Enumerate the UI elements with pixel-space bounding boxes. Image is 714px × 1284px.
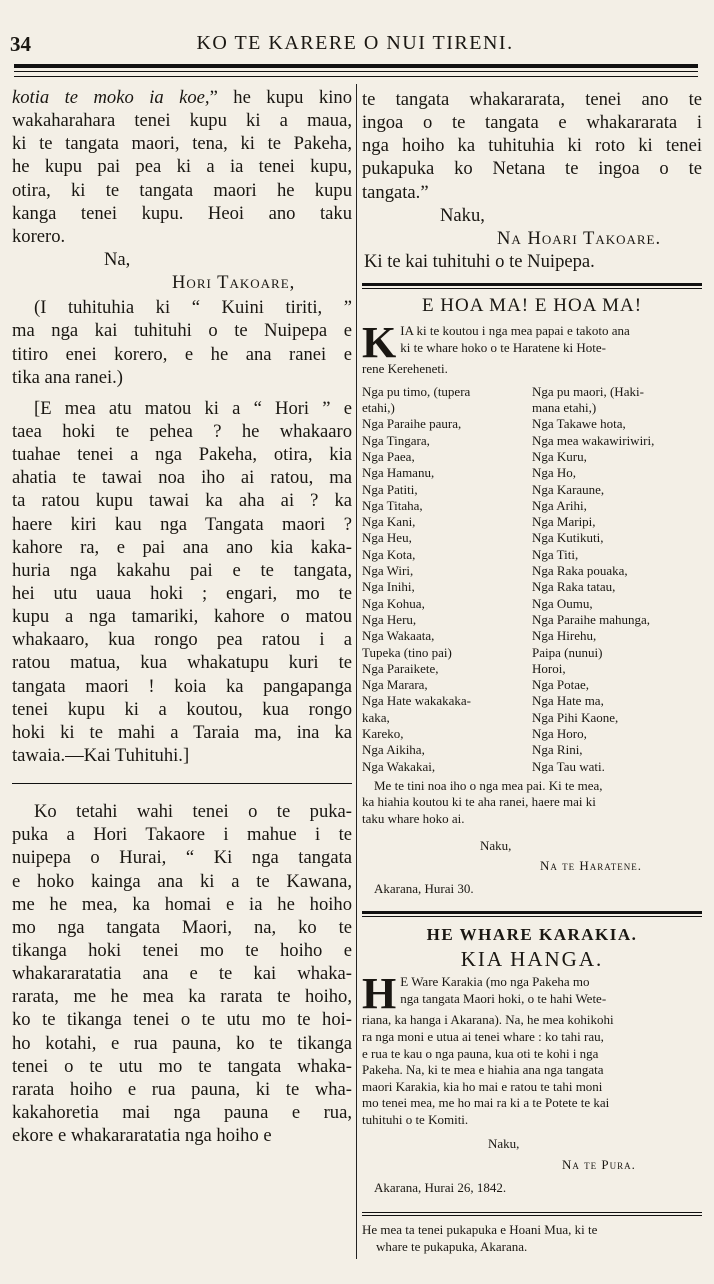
ad2-dateline: Akarana, Hurai 26, 1842. (374, 1179, 507, 1195)
list-item: Tupeka (tino pai) (362, 644, 452, 660)
list-item: Nga Hirehu, (532, 628, 597, 644)
text-line: whakararatatia ana e te kai whaka- (12, 963, 352, 985)
list-item: Nga Kutikuti, (532, 530, 604, 546)
text-line: tangata maori ! koia ka pangapanga (12, 675, 352, 697)
list-item: Nga Patiti, (362, 481, 418, 497)
text-line: nga hoiho ka tuhituhia ki roto ki tenei (362, 135, 702, 157)
text-line: kanga tenei kupu. Heoi ano taku (12, 202, 352, 224)
list-item: Nga Ho, (532, 465, 577, 481)
list-item: Nga Titaha, (362, 497, 423, 513)
list-item: Nga Kohua, (362, 595, 425, 611)
list-item: Nga Tau wati. (532, 758, 605, 774)
text-line: hoki ki te mahi a Taraia ma, ina ka (12, 721, 352, 743)
ad2-signature: Na te Pura. (562, 1157, 636, 1173)
text-line: e rua te kau o nga pauna, kua oti te kohi i nga (362, 1045, 599, 1061)
ad2-divider-thin (362, 916, 702, 917)
text-line: rarata, me he mea ka rarata te hoiho, (12, 986, 352, 1008)
list-item: Nga Karaune, (532, 481, 605, 497)
text-line: (I tuhituhia ki “ Kuini tiriti, ” (34, 297, 352, 319)
drop-cap: K (362, 318, 397, 368)
right-column (362, 88, 702, 1255)
italic-quote: kotia te moko ia koe, (12, 87, 210, 108)
text-line: whakaaro, kua rongo pea ratou i a (12, 629, 352, 651)
page-header (10, 30, 700, 60)
text-line: kahore ra, e pai ana ano kia kaka- (12, 536, 352, 558)
list-item: Nga Hate ma, (532, 693, 604, 709)
text-line: kakahoretia mai nga pauna e rua, (12, 1101, 352, 1123)
ad2-heading: HE WHARE KARAKIA. (426, 925, 638, 945)
header-rule-thick (14, 64, 698, 68)
list-item: Nga Wakaata, (362, 628, 435, 644)
list-item: Nga pu maori, (Haki- (532, 383, 644, 399)
text-line: ra nga moni e utua ai tenei whare : ko tahi rau, (362, 1028, 604, 1044)
signature-na: Na, (104, 248, 131, 270)
list-item: kaka, (362, 709, 390, 725)
text-line: tika ana ranei.) (12, 366, 123, 388)
signature-addressee: Ki te kai tuhituhi o te Nuipepa. (364, 251, 595, 273)
ad2-body (362, 969, 702, 1128)
ad-divider-thin (362, 288, 702, 289)
line-text: ” he kupu kino (209, 87, 352, 108)
list-item: etahi,) (362, 400, 395, 416)
ad-outro (362, 778, 702, 828)
list-item: Nga Paraihe paura, (362, 416, 462, 432)
text-line: tenei kupu ki a koutou, kua rongo (12, 698, 352, 720)
list-item: Nga Marara, (362, 677, 428, 693)
text-line: rene Kereheneti. (362, 361, 448, 377)
text-line: riana, ka hanga i Akarana). Na, he mea kohikohi (362, 1012, 614, 1028)
ad-intro (362, 318, 702, 378)
list-item: Nga Tingara, (362, 432, 430, 448)
section-divider (12, 783, 352, 784)
text-line: ma nga kai tuhituhi o te Nuipepa e (12, 320, 352, 342)
header-rule-thin-2 (14, 76, 698, 77)
text-line: ratou matua, kua whakatupu kuri te (12, 652, 352, 674)
ad2-title: KIA HANGA. (460, 947, 604, 972)
editor-reply-paragraph (12, 397, 352, 767)
list-item: Nga Rini, (532, 742, 583, 758)
text-line: ekore e whakararatatia nga hoiho e (12, 1125, 272, 1147)
list-item: Nga Paea, (362, 448, 415, 464)
text-line: tuahae tenei a nga Pakeha, otira, kia (12, 444, 352, 466)
goods-list-col-1 (362, 384, 532, 775)
imprint-divider (362, 1212, 702, 1213)
list-item: Nga Maripi, (532, 514, 596, 530)
text-line: rarata hoiho e rua pauna, ki te wha- (12, 1078, 352, 1100)
extract-paragraph (12, 800, 352, 1147)
list-item: Nga Arihi, (532, 497, 587, 513)
list-item: Nga Titi, (532, 546, 579, 562)
letter-paragraph-1 (12, 86, 352, 248)
text-line: hei utu uaua hoki ; engari, mo te (12, 582, 352, 604)
text-line: ko te tikanga tenei o te utu mo te hoi- (12, 1009, 352, 1031)
list-item: Nga Hate wakakaka- (362, 693, 471, 709)
text-line: taea hoki te pehea ? he whakaaro (12, 421, 352, 442)
list-item: Nga Aikiha, (362, 742, 425, 758)
text-line: tangata.” (362, 181, 429, 203)
text-line: e hoko kainga ana ki a te Kawana, (12, 870, 352, 892)
list-item: Nga Kuru, (532, 448, 587, 464)
text-line: mo nga tangata Maori, na, ko te (12, 916, 352, 938)
list-item: Nga Kani, (362, 514, 416, 530)
imprint-line: whare te pukapuka, Akarana. (376, 1238, 528, 1254)
text-line: tenei o te utu mo te tangata whaka- (12, 1055, 352, 1077)
ad-signature: Na te Haratene. (540, 858, 643, 874)
text-line: tuhituhi o te Komiti. (362, 1111, 469, 1127)
text-line: mo tenei mea, me ho mai ra ki a te Potete te kai (362, 1095, 610, 1111)
text-line: te tangata whakararata, tenei ano te (362, 89, 702, 110)
list-item: Nga Heu, (362, 530, 412, 546)
text-line: ta ratou kupu tawai ka aha ai ? ka (12, 490, 352, 512)
signature-naku: Naku, (440, 204, 485, 226)
list-item: Nga Takawe hota, (532, 416, 626, 432)
text-line: otira, ki te tangata maori he kupu (12, 179, 352, 201)
text-line: ki te whare hoko o te Haratene ki Hote- (400, 339, 606, 355)
left-column (12, 86, 352, 1147)
goods-list (362, 384, 702, 778)
text-line: Me te tini noa iho o nga mea pai. Ki te mea, (374, 777, 603, 793)
signature-name: Na Hoari Takoare. (497, 227, 662, 249)
list-item: Nga Pihi Kaone, (532, 709, 619, 725)
signature-name: Hori Takoare, (172, 272, 296, 294)
drop-cap: H (362, 969, 397, 1019)
text-line: ki te tangata maori, tena, ki te Pakeha, (12, 133, 352, 155)
list-item: Nga Raka tatau, (532, 579, 616, 595)
ad-dateline: Akarana, Hurai 30. (374, 880, 474, 896)
ad2-divider (362, 911, 702, 914)
text-line: kupu a nga tamariki, kahore o matou (12, 606, 352, 628)
imprint (362, 1222, 702, 1255)
imprint-line: He mea ta tenei pukapuka e Hoani Mua, ki te (362, 1222, 598, 1238)
text-line: ingoa o te tangata e whakararata i (362, 112, 702, 134)
text-line: korero. (12, 225, 66, 247)
list-item: Nga Oumu, (532, 595, 593, 611)
text-line: IA ki te koutou i nga mea papai e takoto ana (400, 323, 630, 339)
text-line: wakaharahara tenei kupu ki a maua, (12, 110, 352, 132)
page-title: KO TE KARERE O NUI TIRENI. (196, 32, 514, 54)
list-item: Nga Wiri, (362, 563, 414, 579)
text-line: nuipepa o Hurai, “ Ki nga tangata (12, 847, 352, 869)
ad-divider (362, 283, 702, 286)
ad-naku: Naku, (480, 837, 512, 853)
text-line: huria nga kakahu pai e te tangata, (12, 559, 352, 581)
list-item: mana etahi,) (532, 400, 597, 416)
continued-paragraph (362, 88, 702, 204)
text-line: ho kotahi, e rua pauna, ko te tikanga (12, 1032, 352, 1054)
text-line: titiro enei korero, e he ana ranei e (12, 343, 352, 365)
list-item: Nga Inihi, (362, 579, 415, 595)
text-line: he kupu pai pea ki a ia tenei kupu, (12, 156, 352, 178)
list-item: Nga Paraikete, (362, 660, 439, 676)
text-line: E Ware Karakia (mo nga Pakeha mo (400, 974, 590, 990)
text-line: tawaia.—Kai Tuhituhi.] (12, 744, 190, 766)
text-line: ahatia te tawai noa iho ai ratou, ma (12, 467, 352, 489)
list-item: Paipa (nunui) (532, 644, 603, 660)
text-line: tikanga hoki tenei mo te hoiho e (12, 939, 352, 961)
list-item: Nga Horo, (532, 726, 587, 741)
text-line: pukapuka ko Netana te ingoa o te (362, 158, 702, 180)
text-line: Ko tetahi wahi tenei o te puka- (34, 801, 352, 823)
editor-note-paragraph (12, 296, 352, 389)
list-item: Kareko, (362, 726, 404, 741)
imprint-divider-2 (362, 1215, 702, 1216)
list-item: Nga mea wakawiriwiri, (532, 432, 655, 448)
list-item: Nga pu timo, (tupera (362, 383, 471, 399)
text-line: ka hiahia koutou ki te aha ranei, haere mai ki (362, 794, 596, 810)
list-item: Nga Potae, (532, 677, 590, 693)
page-number: 34 (10, 32, 31, 56)
text-line: taku whare hoko ai. (362, 810, 465, 826)
text-line: puka a Hori Takaore i mahue i te (12, 824, 352, 846)
list-item: Nga Kota, (362, 546, 416, 562)
text-line: Pakeha. Na, ki te mea e hiahia ana nga tangata (362, 1062, 604, 1078)
text-line: me he mea, ka homai e ia he hoiho (12, 893, 352, 915)
text-line: [E mea atu matou ki a “ Hori ” e (34, 397, 352, 419)
list-item: Nga Raka pouaka, (532, 563, 628, 579)
text-line: maori Karakia, kia ho mai e ratou te tahi moni (362, 1078, 603, 1094)
text-line: nga tangata Maori hoki, o te hahi Wete- (400, 990, 607, 1006)
ad-title: E HOA MA! E HOA MA! (421, 295, 643, 317)
list-item: Horoi, (532, 660, 566, 676)
list-item: Nga Hamanu, (362, 465, 435, 481)
ad2-naku: Naku, (488, 1136, 520, 1152)
list-item: Nga Wakakai, (362, 758, 436, 774)
column-divider (356, 84, 357, 1259)
text-line: haere kiri kau nga Tangata maori ? (12, 513, 352, 535)
list-item: Nga Heru, (362, 611, 417, 627)
goods-list-col-2 (532, 384, 702, 775)
list-item: Nga Paraihe mahunga, (532, 611, 651, 627)
header-rule-thin (14, 71, 698, 72)
